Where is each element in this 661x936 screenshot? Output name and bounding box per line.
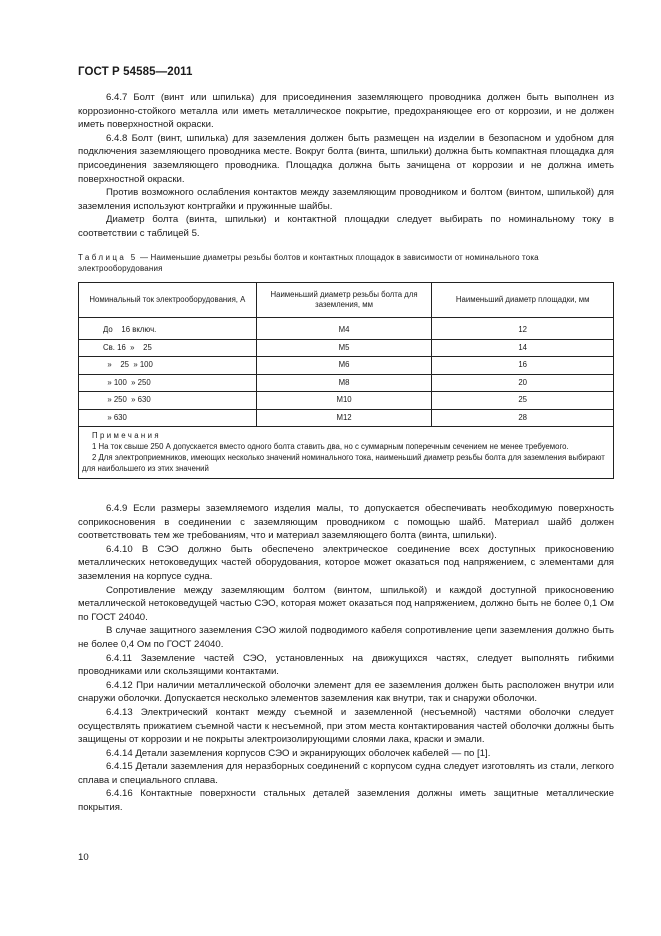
paragraph-6-4-15: 6.4.15 Детали заземления для неразборных соединений с корпусом судна следует изготовлять из стали, легкого сплава и специального сплава. <box>78 761 614 786</box>
paragraph-6-4-8: 6.4.8 Болт (винт, шпилька) для заземления должен быть размещен на изделии в безопасном и удобном для подключения заземляющего проводника месте. Вокруг болта (винта, шпильки) должна быть компактная площадка для присоединения заземляющего проводника. Площадка должна быть зачищена от коррозии и не должна иметь поверхностной окраски. <box>78 132 614 185</box>
paragraph-6-4-10: 6.4.10 В СЭО должно быть обеспечено электрическое соединение всех доступных прикосновению металлических нетоковедущих частей оборудования, которое может оказаться под напряжением, с элементами для заземления на корпусе судна. <box>78 543 614 582</box>
cell-bolt: М4 <box>256 318 432 340</box>
table-notes-row <box>79 427 614 479</box>
cell-bolt: М6 <box>256 357 432 375</box>
cell-pad: 14 <box>432 339 614 357</box>
cell-current: » 250 » 630 <box>79 392 257 410</box>
cell-current: Св. 16 » 25 <box>79 339 257 357</box>
cell-bolt: М5 <box>256 339 432 357</box>
table-row <box>79 357 614 375</box>
cell-pad: 28 <box>432 409 614 427</box>
note-item: 1 На ток свыше 250 А допускается вместо одного болта ставить два, но с суммарным поперечным сечением не менее требуемого. <box>92 442 569 451</box>
paragraph-bolt-diameter: Диаметр болта (винта, шпильки) и контактной площадки следует выбирать по номинальному току в соответствии с таблицей 5. <box>78 214 614 239</box>
page-number: 10 <box>78 852 89 863</box>
cell-pad: 12 <box>432 318 614 340</box>
paragraph-6-4-11: 6.4.11 Заземление частей СЭО, установленных на движущихся частях, следует выполнять гибкими проводниками или скользящими контактами. <box>78 652 614 678</box>
table-row <box>79 318 614 340</box>
cell-current: » 630 <box>79 409 257 427</box>
table-header-row <box>79 283 614 318</box>
header-bolt-diameter: Наименьший диаметр резьбы болта для заземления, мм <box>256 283 432 318</box>
cell-current: До 16 включ. <box>79 318 257 340</box>
table-caption-label: Таблица 5 <box>78 253 138 262</box>
paragraph-locknuts: Против возможного ослабления контактов между заземляющим проводником и болтом (винтом, шпилькой) для заземления используют контргайки и пружинные шайбы. <box>78 187 614 212</box>
cell-bolt: М10 <box>256 392 432 410</box>
cell-current: » 100 » 250 <box>79 374 257 392</box>
paragraph-resistance-bolt: Сопротивление между заземляющим болтом (винтом, шпилькой) и каждой доступной прикосновению металлической нетоковедущей частью СЭО, которая может оказаться под напряжением, должно быть не более 0,1 Ом по ГОСТ 24040. <box>78 584 614 623</box>
notes-title: Примечания <box>92 431 162 440</box>
table-row <box>79 409 614 427</box>
paragraph-6-4-9: 6.4.9 Если размеры заземляемого изделия малы, то допускается обеспечивать необходимую поверхность соприкосновения в соединении с заземляющим проводником с помощью шайб. Материал шайб должен соответствовать тем же требованиям, что и материал заземляющего болта (винта, шпильки). <box>78 503 614 542</box>
paragraph-6-4-14: 6.4.14 Детали заземления корпусов СЭО и экранирующих оболочек кабелей — по [1]. <box>106 747 491 759</box>
cell-bolt: М8 <box>256 374 432 392</box>
bottom-text-section <box>78 502 614 815</box>
table-caption <box>78 252 614 274</box>
table-caption-text: — Наименьшие диаметры резьбы болтов и контактных площадок в зависимости от номинального тока электрооборудования <box>78 253 539 273</box>
table-notes <box>79 427 614 479</box>
cell-pad: 16 <box>432 357 614 375</box>
table-5 <box>78 282 614 479</box>
table-row <box>79 374 614 392</box>
cell-bolt: М12 <box>256 409 432 427</box>
cell-current: » 25 » 100 <box>79 357 257 375</box>
header-pad-diameter: Наименьший диаметр площадки, мм <box>432 283 614 318</box>
top-text-section <box>78 91 614 241</box>
cell-pad: 25 <box>432 392 614 410</box>
document-header: ГОСТ Р 54585—2011 <box>78 66 193 78</box>
paragraph-6-4-7: 6.4.7 Болт (винт или шпилька) для присоединения заземляющего проводника должен быть выполнен из коррозионно-стойкого металла или иметь металлическое покрытие, предохраняющее его от коррозии, и не должен иметь поверхностной окраски. <box>78 92 614 131</box>
paragraph-resistance-cable: В случае защитного заземления СЭО жилой подводимого кабеля сопротивление цепи заземления должно быть не более 0,4 Ом по ГОСТ 24040. <box>78 625 614 650</box>
note-item: 2 Для электроприемников, имеющих несколько значений номинального тока, наименьший диаметр резьбы болта для заземления выбирают для наибольшего из этих значений <box>82 453 605 473</box>
paragraph-6-4-13: 6.4.13 Электрический контакт между съемной и заземленной (несъемной) частями оболочки следует осуществлять прижатием съемной части к несъемной, при этом места контактирования частей оболочки должны быть защищены от коррозии и не покрыты электроизолирующими слоями лака, краски и эмали. <box>78 706 614 746</box>
table-row <box>79 392 614 410</box>
paragraph-6-4-12: 6.4.12 При наличии металлической оболочки элемент для ее заземления должен быть расположен внутри или снаружи оболочки. Допускается несколько элементов заземления как внутри, так и снаружи оболочки. <box>78 679 614 705</box>
paragraph-6-4-16: 6.4.16 Контактные поверхности стальных деталей заземления должны иметь защитные металлические покрытия. <box>78 788 614 814</box>
header-nominal-current: Номинальный ток электрооборудования, А <box>79 283 257 318</box>
cell-pad: 20 <box>432 374 614 392</box>
table-row <box>79 339 614 357</box>
